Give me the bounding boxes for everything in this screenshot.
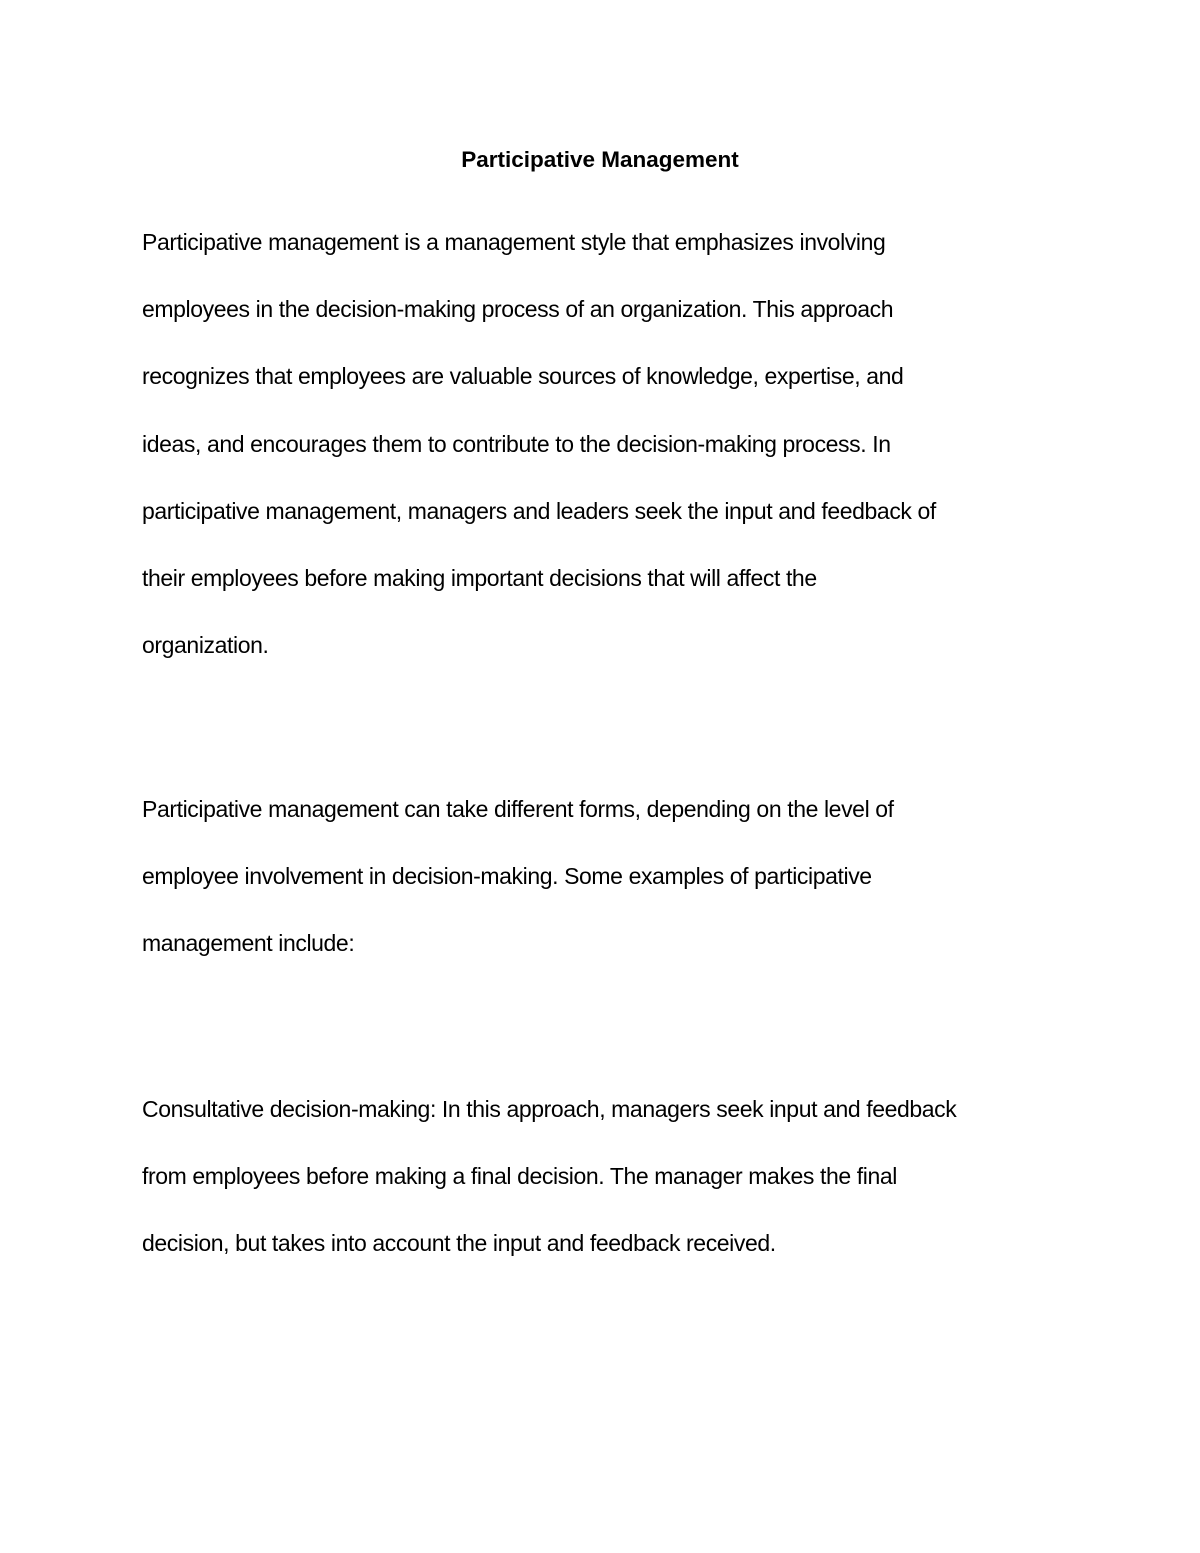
paragraph-intro	[142, 209, 1102, 679]
paragraph-line: ideas, and encourages them to contribute to the decision-making process. In	[142, 430, 891, 457]
document-title: Participative Management	[461, 147, 739, 172]
paragraph-line: participative management, managers and leaders seek the input and feedback of	[142, 497, 936, 524]
paragraph-line: recognizes that employees are valuable sources of knowledge, expertise, and	[142, 363, 904, 390]
paragraph-line: Participative management can take different forms, depending on the level of	[142, 796, 894, 822]
paragraph-forms	[142, 776, 1102, 978]
paragraph-line: organization.	[142, 632, 269, 659]
paragraph-line: employees in the decision-making process of an organization. This approach	[142, 296, 894, 323]
paragraph-line: employee involvement in decision-making. Some examples of participative	[142, 863, 872, 890]
paragraph-line: management include:	[142, 930, 355, 957]
paragraph-line: Participative management is a management style that emphasizes involving	[142, 229, 886, 255]
paragraph-line: decision, but takes into account the input and feedback received.	[142, 1230, 776, 1257]
paragraph-line: Consultative decision-making: In this approach, managers seek input and feedback	[142, 1096, 957, 1122]
paragraph-line: their employees before making important decisions that will affect the	[142, 565, 817, 592]
paragraph-line: from employees before making a final decision. The manager makes the final	[142, 1163, 897, 1190]
paragraph-consultative	[142, 1076, 1102, 1278]
